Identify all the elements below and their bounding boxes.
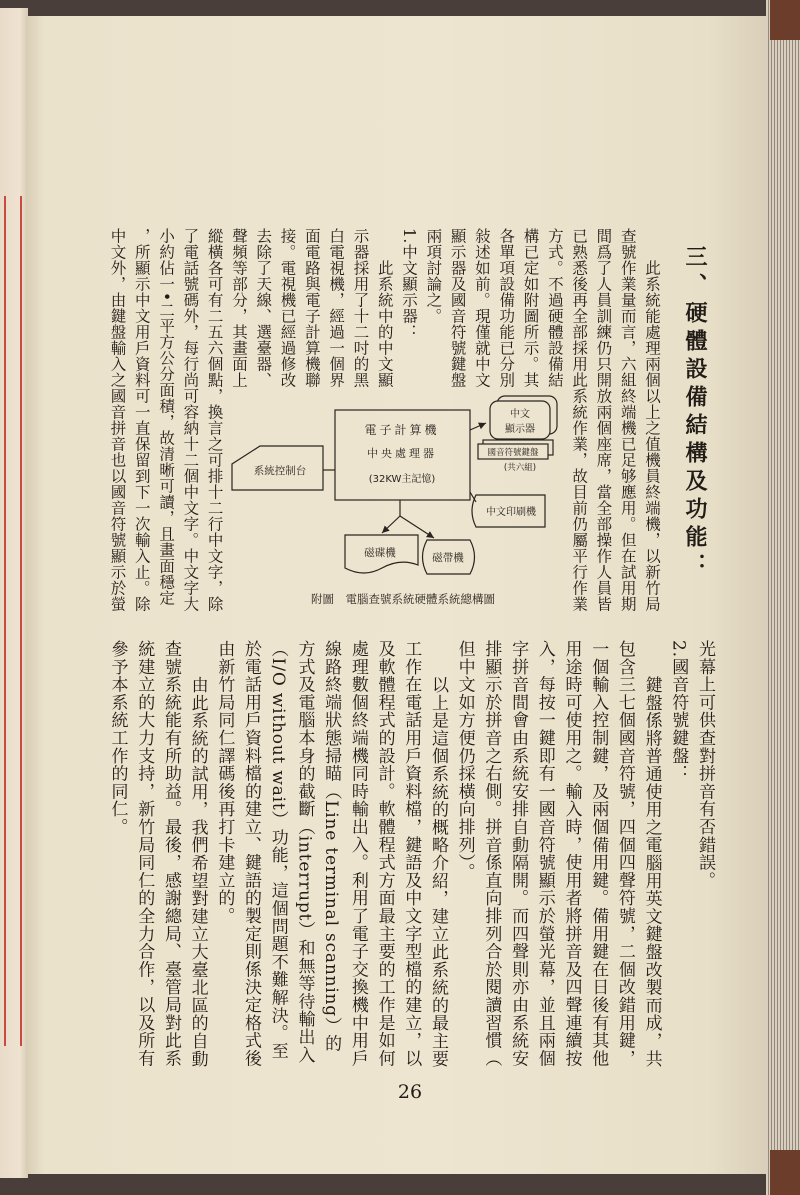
cpu-label-processor: 中央處理器 (367, 447, 437, 460)
facing-page-red-border-outer (4, 196, 6, 1046)
lower-text-block (104, 640, 718, 1080)
text-column: 用途時可使用之。輸入時，使用者將拼音及四聲連續按 (561, 640, 582, 1068)
text-column: 間爲了人員訓練仍只開放兩個座席，當全部操作人員皆 (594, 228, 613, 612)
text-column: 線路終端狀態掃瞄（Line terminal scanning）的 (321, 640, 342, 1053)
cpu-label-memory: (32KW主記憶) (368, 474, 436, 485)
text-column: 光幕上可供查對拼音有否錯誤。 (695, 640, 715, 890)
text-column: 去除了天線、選臺器、 (254, 228, 273, 388)
page-stack-edge (766, 0, 800, 1195)
text-column: 字拼音間會由系統安排自動隔開。而四聲則亦由系統安 (508, 640, 529, 1068)
disk-label: 磁碟機 (364, 547, 396, 559)
cpu-label-computer: 電子計算機 (364, 423, 440, 437)
text-column: 兩項討論之。 (424, 228, 443, 324)
text-column: 鍵盤係將普通使用之電腦用英文鍵盤改製而成，共 (641, 675, 662, 1068)
text-column: 此系統能處理兩個以上之值機員終端機，以新竹局 (643, 260, 661, 612)
text-column: 小約佔一•二平方公分面積，故清晰可讀，且畫面穩定 (157, 228, 176, 606)
text-column: （I/O without wait）功能，這個問題不難解決。至 (267, 640, 288, 1060)
text-column: 由此系統的試用，我們希望對建立大臺北區的自動 (187, 675, 208, 1068)
text-column: 參予本系統工作的同仁。 (107, 640, 128, 836)
hardware-diagram (220, 390, 570, 615)
text-column: 示器採用了十二吋的黑 (351, 228, 370, 388)
tape-label: 磁帶機 (432, 552, 464, 564)
display-label-line2: 顯示器 (505, 424, 535, 435)
text-column: 以上是這個系統的概略介紹，建立此系統的最主要 (427, 675, 448, 1068)
subheading-chinese-display: 1.中文顯示器： (400, 228, 419, 340)
subheading-phonetic-keyboard: 2.國音符號鍵盤： (668, 640, 689, 783)
text-column: 聲頻等部分，其畫面上 (229, 228, 248, 388)
text-column: 及軟體程式的設計。軟體程式方面最主要的工作是如何 (374, 640, 395, 1068)
text-column: 統建立的大力支持，新竹局同仁的全力合作，以及所有 (134, 640, 155, 1068)
text-column: 排顯示於拼音之右側。拼音係直向排列合於閱讀習慣（ (481, 640, 502, 1068)
text-column: 方式。不過硬體設備結 (545, 228, 564, 388)
text-column: 已熟悉後再全部採用此系統作業，故目前仍屬平行作業 (570, 228, 589, 612)
text-column: 工作在電話用戶資料檔，鍵語及中文字型檔的建立，以 (401, 640, 422, 1068)
text-column: 縱橫各可有二五六個點，換言之可排十二行中文字，除 (205, 228, 224, 612)
text-column: 查號作業量而言，六組終端機已足够應用。但在試用期 (618, 228, 637, 612)
console-label: 系統控制台 (253, 465, 307, 477)
text-column: 由新竹局同仁譯碼後再打卡建立的。 (214, 640, 235, 925)
binding-bottom (770, 1150, 800, 1195)
facing-page-edge (0, 8, 28, 1178)
text-column: 了電話號碼外，每行尚可容納十二個中文字。中文字大 (181, 228, 200, 612)
facing-page-red-border-inner (20, 196, 22, 1046)
section-heading: 三、硬體設備結構及功能： (682, 245, 708, 581)
text-column: 處理數個終端機同時輸出入。利用了電子交換機中用戶 (347, 640, 368, 1068)
text-column: 包含三七個國音符號，四個四聲符號，二個改錯用鍵， (614, 640, 635, 1068)
text-column: 接。電視機已經過修改 (278, 228, 297, 388)
cpu-display-arrow (470, 423, 486, 430)
page-number: 26 (397, 1081, 423, 1103)
text-column: 一個輸入控制鍵，及兩個備用鍵。備用鍵在日後有其他 (588, 640, 609, 1068)
binding-top (770, 0, 800, 40)
text-column: 但中文如方便仍採橫向排列）。 (454, 640, 475, 881)
diagram-caption: 附圖 電腦查號系統硬體系統總構圖 (311, 592, 495, 606)
text-column: 查號系統能有所助益。最後，感謝總局、臺管局對此系 (160, 640, 181, 1068)
text-column: 敍述如前。現僅就中文 (472, 228, 491, 388)
text-column: 於電話用戶資料檔的建立、鍵語的製定則係決定格式後 (241, 640, 262, 1068)
text-column: 顯示器及國音符號鍵盤 (448, 228, 467, 388)
text-column: 各單項設備功能已分別 (497, 228, 516, 388)
text-column: 入，每按一鍵即有一國音符號顯示於螢光幕，並且兩個 (534, 640, 555, 1068)
text-column: 此系統中的中文顯 (375, 260, 394, 388)
text-column: 白電視機，經過一個界 (327, 228, 346, 388)
text-column: ，所顯示中文用戶資料可一直保留到下一次輸入止。除 (132, 228, 151, 612)
keyboard-count-label: (共六組) (503, 463, 537, 473)
text-column: 構已定如附圖所示。其 (521, 228, 540, 388)
keyboard-label: 國音符號鍵盤 (487, 448, 539, 458)
text-column: 面電路與電子計算機聯 (302, 228, 321, 388)
text-column: 中文外，由鍵盤輸入之國音拼音也以國音符號顯示於螢 (108, 228, 127, 612)
display-label-line1: 中文 (510, 409, 530, 420)
cpu-disk-arrow (382, 516, 400, 533)
text-column: 方式及電腦本身的截斷（interrupt）和無等待輸出入 (294, 640, 315, 1064)
printer-label: 中文印刷機 (486, 507, 536, 518)
